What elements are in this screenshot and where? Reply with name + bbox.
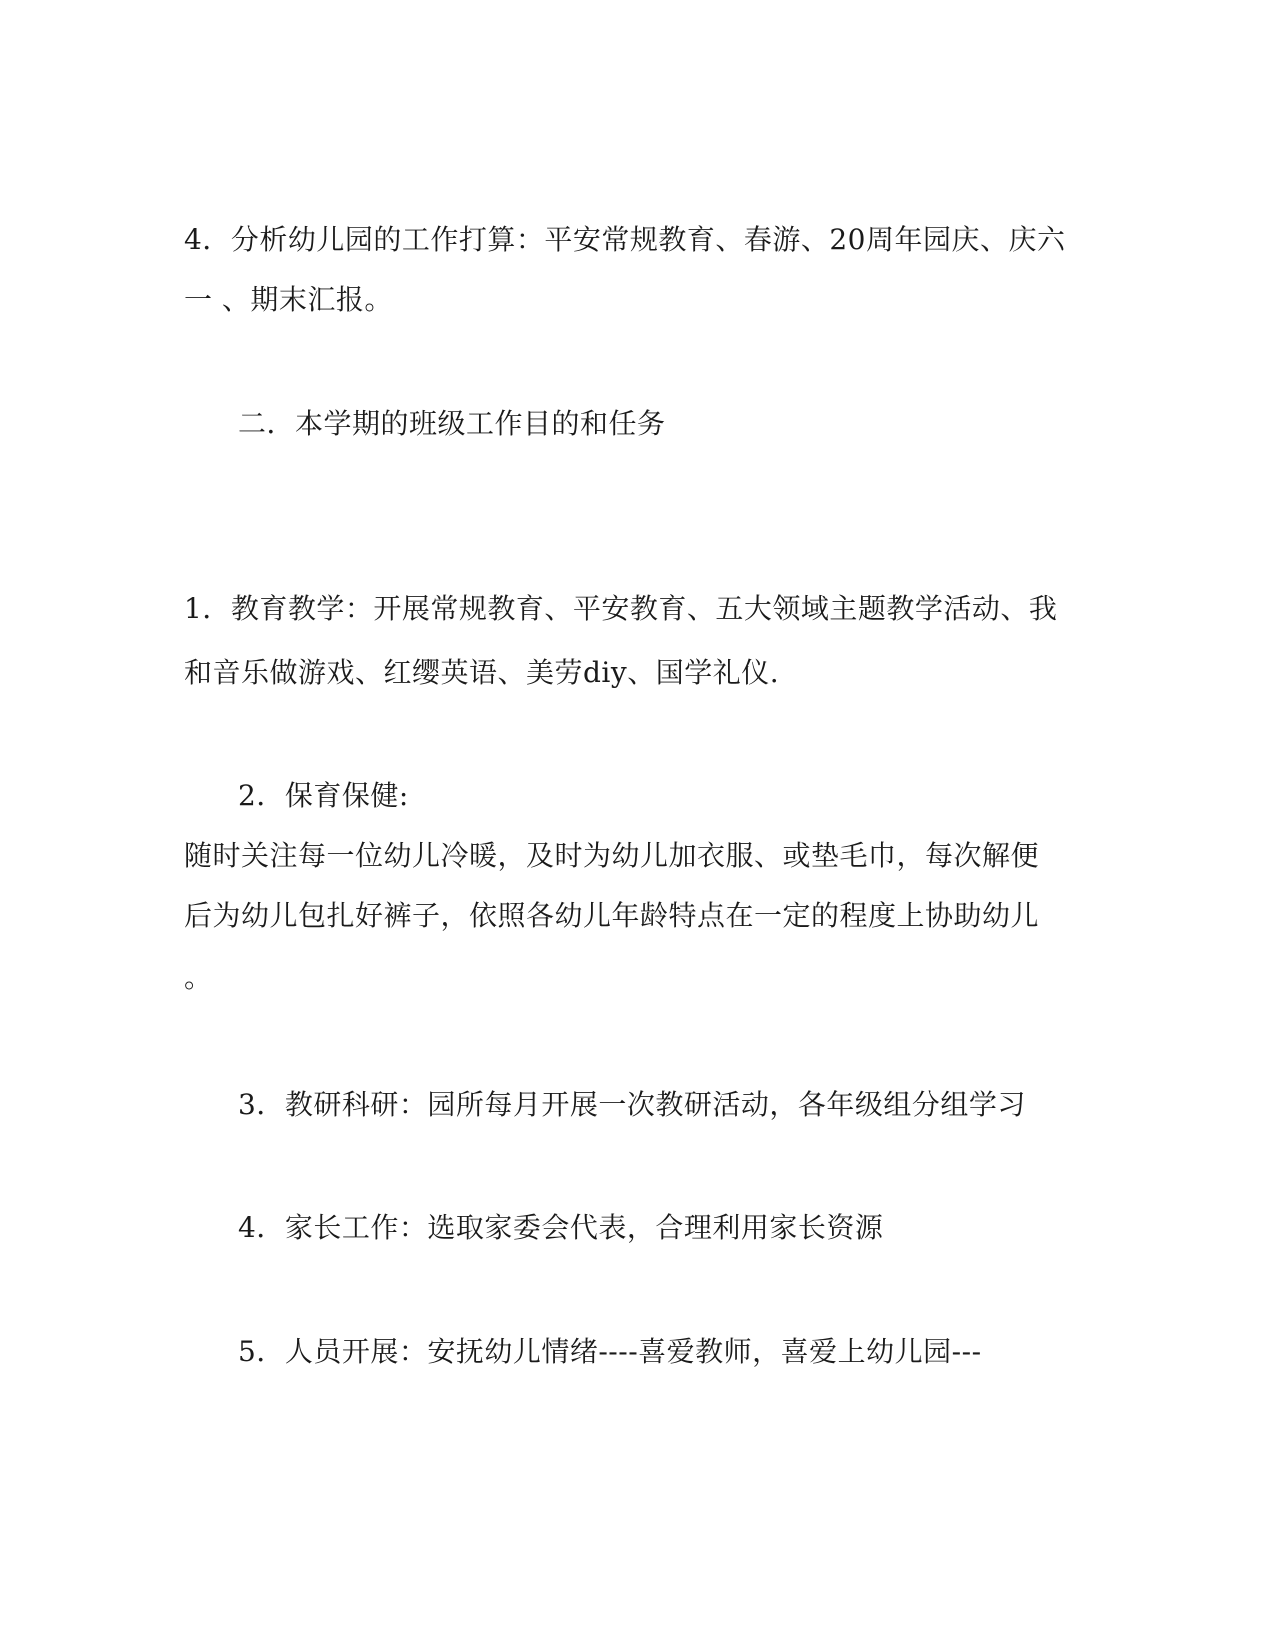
paragraph-research: 3．教研科研：园所每月开展一次教研活动，各年级组分组学习 <box>238 1088 1026 1121</box>
paragraph-care-heading: 2．保育保健: <box>238 779 409 812</box>
paragraph-analysis-line-2: 一 、期末汇报。 <box>184 283 393 316</box>
section-heading: 二．本学期的班级工作目的和任务 <box>238 407 666 440</box>
paragraph-care-line-1: 随时关注每一位幼儿冷暖，及时为幼儿加衣服、或垫毛巾，每次解便 <box>184 839 1040 872</box>
paragraph-analysis-line-1: 4．分析幼儿园的工作打算：平安常规教育、春游、20周年园庆、庆六 <box>184 223 1066 256</box>
paragraph-care-line-3: 。 <box>184 961 213 994</box>
paragraph-teaching-line-2: 和音乐做游戏、红缨英语、美劳diy、国学礼仪. <box>184 656 780 689</box>
paragraph-teaching-line-1: 1．教育教学：开展常规教育、平安教育、五大领域主题教学活动、我 <box>184 592 1058 625</box>
paragraph-parents: 4．家长工作：选取家委会代表，合理利用家长资源 <box>238 1211 884 1244</box>
paragraph-care-line-2: 后为幼儿包扎好裤子，依照各幼儿年龄特点在一定的程度上协助幼儿 <box>184 899 1040 932</box>
paragraph-staff: 5．人员开展：安抚幼儿情绪----喜爱教师，喜爱上幼儿园--- <box>238 1335 982 1368</box>
